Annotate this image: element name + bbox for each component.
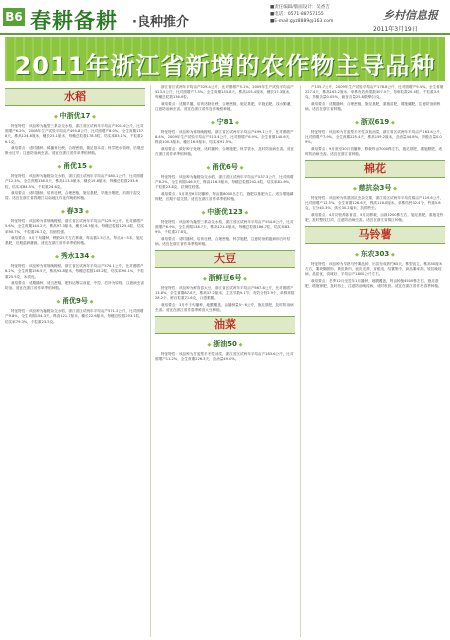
issue-date: 2011年3月19日 [373,26,418,33]
variety-name: ◆ 慈抗杂3号 ◆ [305,183,445,193]
editor-contact [270,4,333,25]
variety-name: ◆ 浙双619 ◆ [305,117,445,127]
crop-section-heading: 棉花 [305,160,445,178]
variety-description: 特征特性：该品种为籼粳杂交水稻，浙江省区试两年平均亩产537.3公斤，比对照增产8.2%，全生育期146.5天，株高116.5厘米，每穗总粒数242.4粒，结实率81.6%，千粒重23.8克，抗倒性较强。 [155,175,294,190]
article-column-2 [155,85,295,637]
column-divider [300,85,301,637]
variety-description: 特征特性：该品种为转基因抗虫杂交棉，浙江省区试两年平均皮棉亩产119.6公斤，比对照增产12.5%，全生育期128.6天，株高118.0厘米，单株结铃32.4个，铃重5.6克，衣分40.3%，绒长30.2毫米，抗棉铃虫。 [305,196,444,211]
variety-description: 栽培要点：做好种子处理，适时播种，合理施肥，科学管水，及时防治病虫害。适宜在浙江省作单季稻种植。 [155,146,294,156]
variety-name: ◆ 东农303 ◆ [305,249,445,259]
variety-description: 产155.7公斤，2009年生产试验平均亩产178.8公斤，比对照增产9.4%。全生育期227.4天，株高163.2厘米，单株有效角果数307.5个，每角粒数20.4粒，千粒重3.9克，芥酸含量0.05%，硫苷含量25.8微摩尔/克。 [305,85,444,100]
variety-name: ◆ 浙鲜豆6号 ◆ [155,273,295,283]
variety-description: 栽培要点：5月底至6月初播种，每亩插8000丛左右，施肥以基肥为主，适当增施磷钾肥，后期干湿交替。适宜在浙江省作单季稻种植。 [155,191,294,201]
headline-banner [5,37,445,81]
variety-description: 栽培要点：9月底至10月初播种，移栽每亩7000株左右，施足基肥，重施腊肥，适时防治病虫害。适宜在浙江省种植。 [305,146,443,156]
variety-description: 特征特性：该品种为常规晚粳稻，浙江省区试两年平均亩产499.1公斤，比对照增产8.4%，2009年生产试验平均亩产513.4公斤，比对照增产6.9%。全生育期140.6天，株高100.3厘米，穗长16.9厘米，结实率91.5%。 [155,130,294,145]
variety-description: 栽培要点：5月下旬播种，秧龄25天左右移栽，每亩插1.5万丛，每丛4～5本，施足基肥，后期湿润灌溉。适宜在浙江省作单季稻种植。 [5,235,144,246]
headline-title: 2011年浙江省新增的农作物主导品种 [14,52,436,80]
newspaper-name: 乡村信息报 [383,9,438,22]
phone-line: ■电话：0571-88757155 [270,12,324,17]
crop-section-heading: 水稻 [5,88,145,106]
variety-description: 特征特性：该品种为籼型三系杂交水稻，浙江省区试两年平均亩产554.8公斤，比对照增产6.9%，全生育期138.7天，株高121.4厘米，每穗总粒数186.7粒，结实率83.9%，千粒重27.8克。 [155,220,294,235]
variety-description: 特征特性：该品种为早熟马铃薯品种，出苗至成熟约65天，株型直立，株高50厘米左右，薯块椭圆形，黄皮黄肉，表皮光滑，芽眼浅，结薯集中，商品薯率高，较抗晚疫病，品质优，食味好，平均亩产1800公斤左右。 [305,262,443,277]
variety-description: 特征特性：该品种为籼粳杂交水稻，浙江省区试两年平均亩产480.1公斤，比对照增产12.3%，全生育期136.0天，株高113.5厘米，穗长19.8厘米，每穗总粒数233.6粒，结实率84.5%，千粒重24.6克。 [5,174,144,189]
variety-description: 栽培要点：4月初营养钵育苗，5月初移栽，亩栽1200株左右，施足基肥，重施花铃肥，及时整枝打顶，注意防治病虫害。适宜在浙江省棉区种植。 [305,212,444,222]
variety-description: 栽培要点：适时播种，稀播育壮秧；合理密植，插足基本苗；科学肥水管理，后期忌断水过早；注意防治病虫害。适宜在浙江省作单季稻种植。 [5,145,144,156]
variety-description: 特征特性：该品种为籼型三系杂交水稻，浙江省区试两年平均亩产501.6公斤，比对照增产6.2%，2008年生产试验平均亩产495.8公斤，比对照增产8.0%。全生育期137.8天，株高124.6厘米，穗长25.1厘米，每穗总粒数178.5粒，结实率83.1%，千粒重26.1克。 [5,124,145,144]
variety-name: ◆ 秀水134 ◆ [5,251,145,261]
section-brand-title: 春耕备耕 [30,8,118,33]
page-header [0,0,450,33]
variety-description: 特征特性：该品种为常规晚粳稻，浙江省区试两年平均亩产574.1公斤，比对照增产6.2%，全生育期156.5天，株高93.8厘米，每穗总粒数145.2粒，结实率90.1%，千粒重25.5克，米质优。 [5,264,144,279]
crop-section-heading: 大豆 [155,250,295,268]
header-divider [0,33,450,35]
column-divider [150,85,151,637]
variety-name: ◆ 春33 ◆ [5,206,145,216]
variety-description: 特征特性：该品种为甘蓝型半冬性双低油菜，浙江省区试两年平均亩产163.8公斤，比对照增产7.9%，全生育期225.4天，株高159.2厘米，含油量44.8%，芥酸含量0.09%。 [305,130,444,145]
variety-description: 浙江省区试两年平均亩产529.4公斤，比对照增产5.1%，2009年生产试验平均亩产523.5公斤，比对照增产7.5%。全生育期133.8天，株高105.4厘米，穗长17.3厘米，每穗总粒数136.0粒。 [155,85,294,100]
article-column-3 [305,85,445,637]
variety-name: ◆ 甬优15 ◆ [5,161,145,171]
section-subtitle: ·良种推介 [132,15,189,30]
variety-name: ◆ 中浙优17 ◆ [5,111,145,121]
variety-description: 栽培要点：冬季12月至翌年1月播种，地膜覆盖，每亩种植4500株左右，施足基肥，增施钾肥，及时培土，注意防治晚疫病，适时收获。适宜在浙江省作冬春季种植。 [305,278,442,288]
editor-line: ■责任编辑/版面设计：吴香吉 [270,5,330,10]
email-line: ■E-mail:gyz8889@163.com [270,19,334,24]
article-column-1 [5,85,145,637]
variety-description: 栽培要点：适期播种，适当密植，肥料运筹以前促、中控、后补为原则，注意病虫害防治。适宜在浙江省作单季稻种植。 [5,280,144,291]
variety-name: ◆ 浙油50 ◆ [155,339,295,349]
variety-description: 特征特性：该品种为籼粳杂交水稻，浙江省区试两年平均亩产571.3公斤，比对照增产9.8%，全生育期154.3天，株高121.7厘米，穗长22.6厘米，每穗总粒数253.1粒，结实率79.3%，千粒重23.5克。 [5,309,144,324]
variety-name: ◆ 中浙优123 ◆ [155,207,295,217]
variety-name: ◆ 宁81 ◆ [155,117,295,127]
variety-name: ◆ 甬优6号 ◆ [155,162,295,172]
variety-description: 特征特性：该品种为甘蓝型半冬性油菜，浙江省区试两年平均亩产183.6公斤，比对照增产11.2%，全生育期226.3天，含油量49.0%。 [155,352,294,362]
variety-description: 栽培要点：适时播种，培育壮秧，合理密植，施足基肥，早施分蘖肥，后期干湿交替。适宜在浙江省钱塘江以南地区作连作晚稻种植。 [5,190,141,201]
variety-description: 栽培要点：3月中下旬播种，地膜覆盖，亩播种量5～6公斤，施足基肥，及时防治病虫害。适宜在浙江省作春季鲜食大豆种植。 [155,302,294,312]
variety-description: 栽培要点：适期播种，合理密植，施足基肥，重施苗肥，增施硼肥，注意防治菌核病。适宜在浙江省种植。 [305,101,441,111]
page-number-badge: B6 [3,8,25,26]
variety-description: 栽培要点：适时播种，培育壮秧，合理密植，科学施肥，注意防治稻瘟病和白叶枯病。适宜在浙江省作单季稻种植。 [155,236,291,246]
crop-section-heading: 马铃薯 [305,226,445,244]
crop-section-heading: 油菜 [155,316,295,334]
variety-description: 特征特性：该品种为鲜食春大豆，浙江省区试两年平均亩产667.8公斤，比对照增产13.8%，全生育期87.6天，株高37.2厘米，主茎节数9.1节，有效分枝2.9个，单株荚数28.2个，鲜百粒重71.6克，口感柔糯。 [155,286,295,301]
variety-description: 栽培要点：适期早播，培育适龄壮秧，合理密植，施足基肥，早施追肥，浅水勤灌，注意防治病虫害。适宜在浙江省作连作晚稻种植。 [155,101,294,111]
variety-description: 特征特性：该品种为常规晚粳稻，浙江省区试两年平均亩产525.9公斤，比对照增产5.6%，全生育期144.2天，株高97.3厘米，穗长16.5厘米，每穗总粒数125.4粒，结实率90.7%，千粒重26.7克，抗倒性强。 [5,219,145,234]
variety-name: ◆ 甬优9号 ◆ [5,296,145,306]
